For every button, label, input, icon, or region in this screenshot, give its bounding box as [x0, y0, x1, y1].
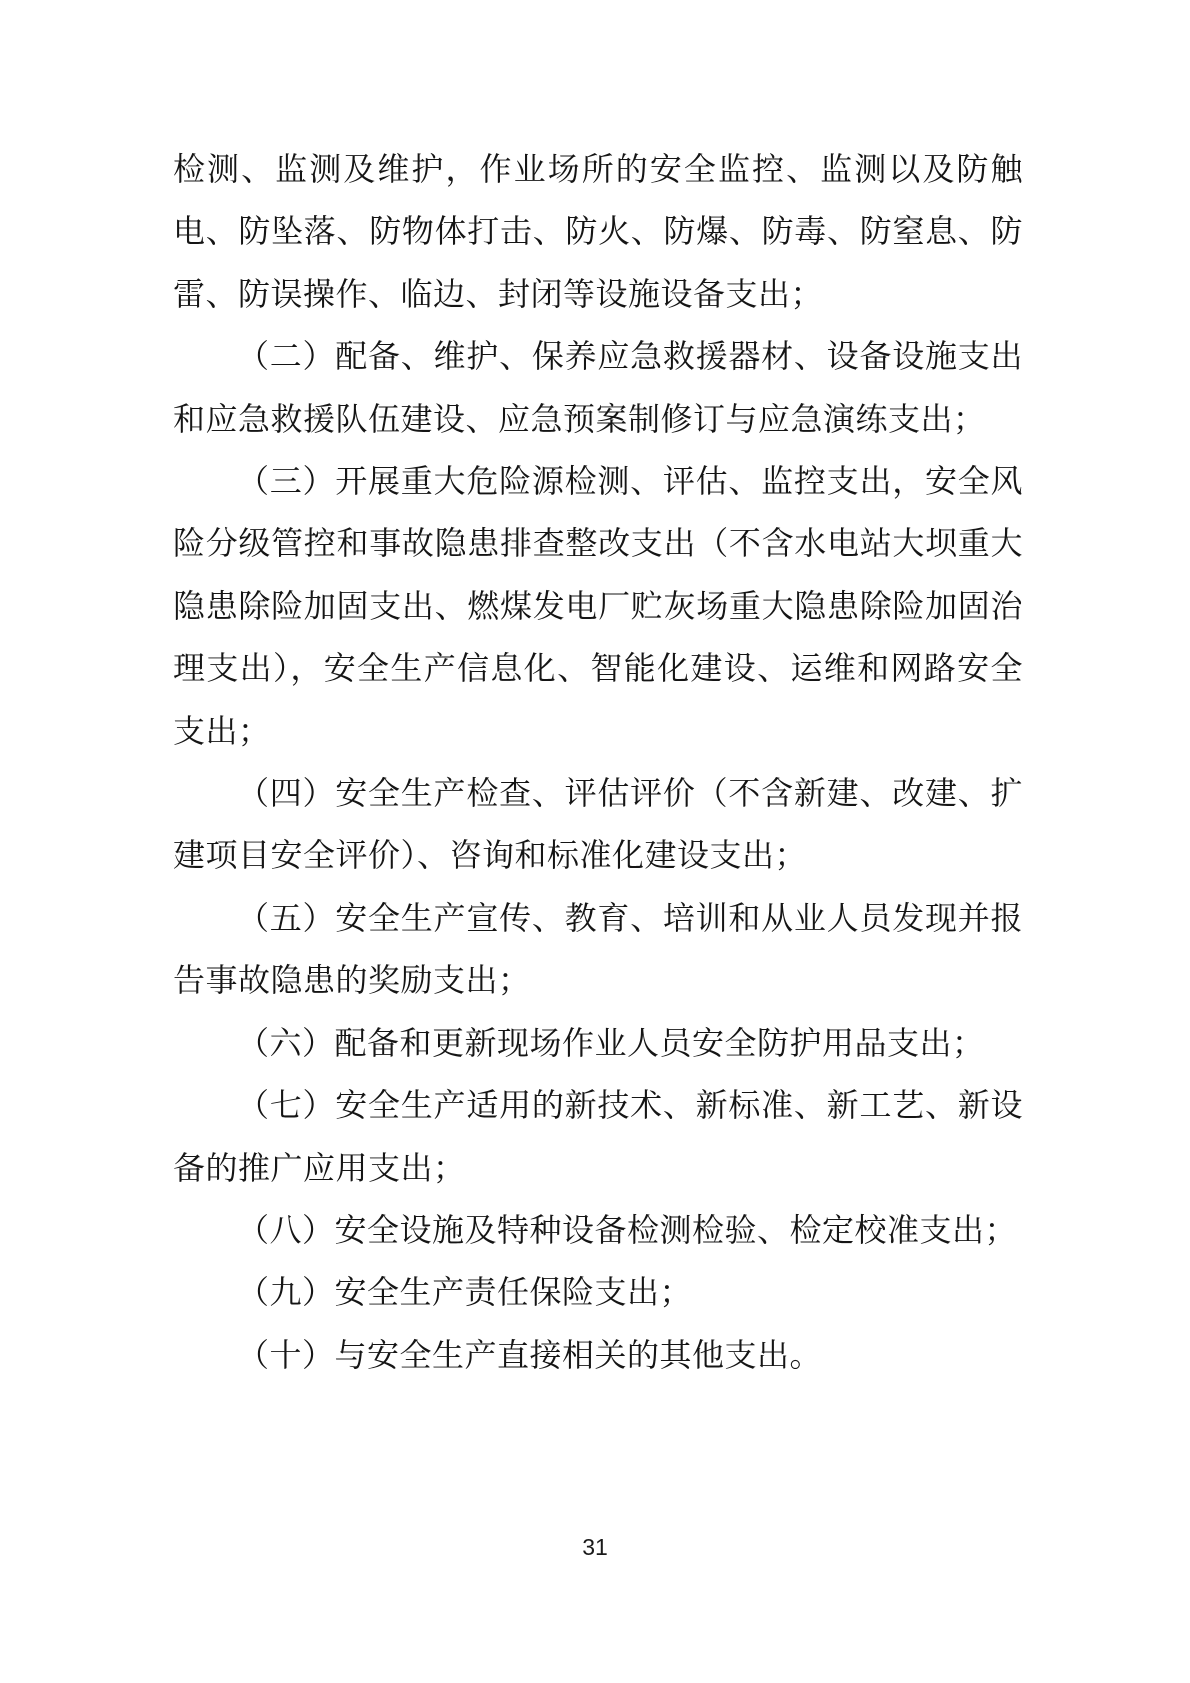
paragraph-item-5: （五）安全生产宣传、教育、培训和从业人员发现并报告事故隐患的奖励支出；	[173, 899, 1023, 999]
paragraph-item-3: （三）开展重大危险源检测、评估、监控支出，安全风险分级管控和事故隐患排查整改支出（不含水电站大坝重大隐患除险加固支出、燃煤发电厂贮灰场重大隐患除险加固治理支出），安全生产信息化、智能化建设、运维和网路安全支出；	[173, 463, 1023, 749]
page-number: 31	[582, 1534, 608, 1560]
paragraph-item-10: （十）与安全生产直接相关的其他支出。	[237, 1336, 823, 1373]
paragraph-continuation: 检测、监测及维护，作业场所的安全监控、监测以及防触电、防坠落、防物体打击、防火、防爆、防毒、防窒息、防雷、防误操作、临边、封闭等设施设备支出；	[173, 151, 1023, 312]
paragraph-item-2: （二）配备、维护、保养应急救援器材、设备设施支出和应急救援队伍建设、应急预案制修订与应急演练支出；	[173, 338, 1023, 437]
paragraph-item-9: （九）安全生产责任保险支出；	[237, 1274, 693, 1311]
paragraph-item-6: （六）配备和更新现场作业人员安全防护用品支出；	[237, 1024, 985, 1061]
paragraph-item-7: （七）安全生产适用的新技术、新标准、新工艺、新设备的推广应用支出；	[173, 1087, 1023, 1186]
paragraph-item-4: （四）安全生产检查、评估评价（不含新建、改建、扩建项目安全评价）、咨询和标准化建设支出；	[173, 775, 1023, 874]
document-body	[173, 138, 1023, 1386]
paragraph-item-8: （八）安全设施及特种设备检测检验、检定校准支出；	[237, 1211, 1018, 1248]
